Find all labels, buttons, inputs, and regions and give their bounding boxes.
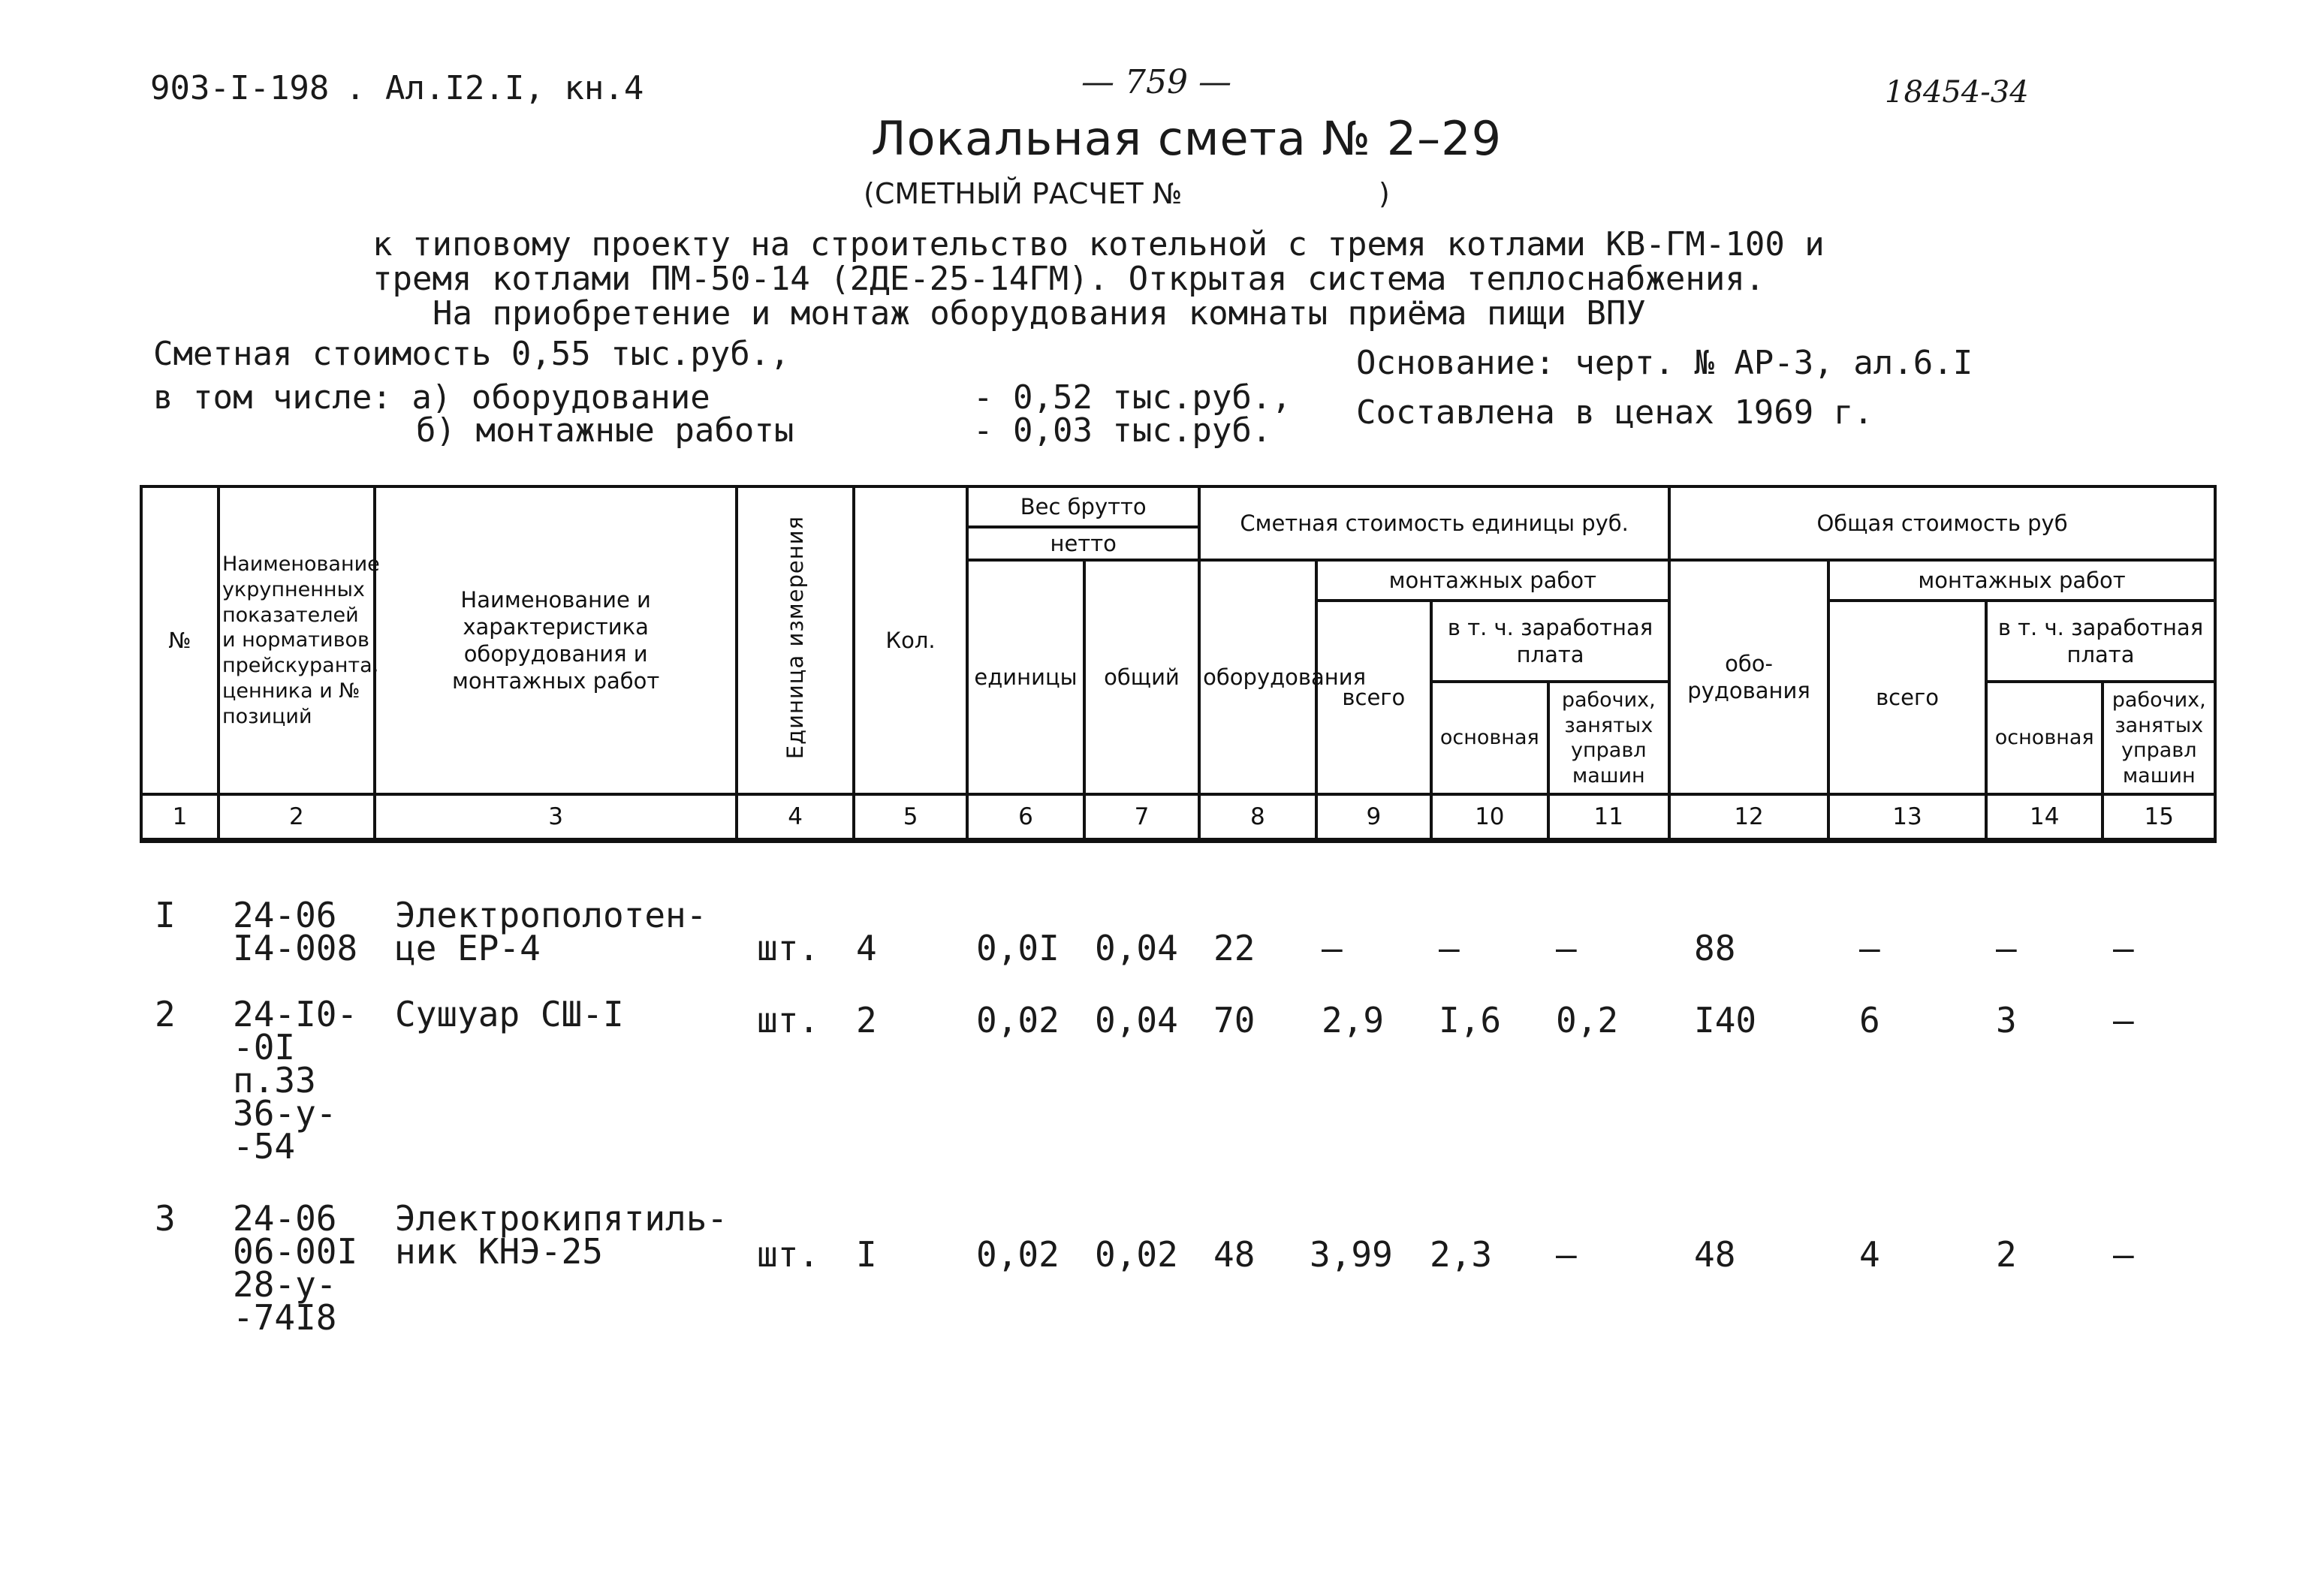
row-2-name-line-1: Сушуар СШ-I [395,994,624,1034]
description-line-2: тремя котлами ПМ-50-14 (2ДЕ-25-14ГМ). Открытая система теплоснабжения. [372,260,1765,298]
col-number: 1 [141,794,219,841]
row-2-code-line-1: 24-I0- [233,994,358,1034]
col-header-total-cost: Общая стоимость руб [1669,486,2215,560]
row-1-total-install-all: – [1859,928,1880,968]
col-header-total-equipment: обо-рудования [1669,560,1828,794]
estimate-subtitle: (СМЕТНЫЙ РАСЧЕТ № [864,177,1183,210]
row-1-unit: шт. [757,928,820,968]
row-2-unit: шт. [757,1000,820,1040]
col-number: 13 [1828,794,1986,841]
row-3-unit: шт. [757,1234,820,1275]
col-header-unit-machine: рабочих, занятых управл машин [1548,682,1670,794]
col-number: 7 [1084,794,1199,841]
row-3-total-machine: – [2113,1234,2134,1275]
row-1-total-machine: – [2113,928,2134,968]
row-2-code-line-5: -54 [233,1126,296,1167]
page-title: Локальная смета № 2–29 [871,111,1503,166]
row-2-unit-install-all: 2,9 [1322,1000,1385,1040]
row-3-weight-total: 0,02 [1095,1234,1178,1275]
col-header-weight-unit: единицы [967,560,1084,794]
row-3-unit-machine: – [1556,1234,1577,1275]
col-header-weight-net: нетто [967,527,1199,560]
col-header-unit-basic: основная [1431,682,1548,794]
row-2-total-basic: 3 [1996,1000,2017,1040]
col-header-total-install-all: всего [1828,601,1986,794]
row-1-code-line-1: 24-06 [233,895,337,935]
album-reference: . Ал.I2.I, кн.4 [345,69,644,107]
col-header-name-text: Наименование и характеристика оборудования и монтажных работ [451,586,660,694]
row-3-total-equipment: 48 [1694,1234,1736,1275]
row-1-no: I [155,895,176,935]
row-3-total-basic: 2 [1996,1234,2017,1275]
col-header-total-install: монтажных работ [1828,560,2215,601]
row-2-unit-machine: 0,2 [1556,1000,1619,1040]
row-2-code-line-2: -0I [233,1027,296,1068]
row-1-unit-basic: – [1439,928,1460,968]
row-3-qty: I [856,1234,877,1275]
row-1-total-equipment: 88 [1694,928,1736,968]
col-header-unit [737,486,853,794]
col-header-qty: Кол. [854,486,967,794]
row-3-unit-basic: 2,3 [1430,1234,1493,1275]
estimate-table-header [140,485,2217,843]
col-header-unit-install-all: всего [1316,601,1431,794]
col-header-weight: Вес брутто [967,486,1199,527]
document-code: 903-I-198 [150,69,330,107]
col-header-name [375,486,737,794]
estimated-cost: Сметная стоимость 0,55 тыс.руб., [153,335,790,373]
row-2-code-line-4: 36-у- [233,1093,337,1134]
estimate-subtitle-close: ) [1379,177,1390,210]
col-header-unit-equipment: оборудования [1199,560,1316,794]
row-1-name-line-1: Электрополотен- [395,895,707,935]
row-2-total-machine: – [2113,1000,2134,1040]
col-number: 12 [1669,794,1828,841]
col-number: 5 [854,794,967,841]
row-3-unit-equipment: 48 [1213,1234,1255,1275]
row-3-weight-unit: 0,02 [976,1234,1060,1275]
page-number: — 759 — [1081,63,1231,101]
row-3-code-line-3: 28-у- [233,1264,337,1305]
col-header-unit-cost: Сметная стоимость единицы руб. [1199,486,1669,560]
col-number: 2 [219,794,375,841]
row-2-no: 2 [155,994,176,1034]
row-1-unit-install-all: – [1322,928,1343,968]
col-number: 10 [1431,794,1548,841]
basis-reference: Основание: черт. № АР-3, ал.6.I [1356,344,1973,382]
row-3-code-line-1: 24-06 [233,1198,337,1239]
including-equipment-label: в том числе: а) оборудование [153,378,710,417]
row-3-code-line-4: -74I8 [233,1297,337,1338]
col-header-total-machine: рабочих, занятых управл машин [2103,682,2215,794]
row-1-total-basic: – [1996,928,2017,968]
description-line-1: к типовому проекту на строительство котельной с тремя котлами КВ-ГМ-100 и [372,225,1825,263]
inventory-number: 18454-34 [1885,75,2029,110]
row-1-unit-machine: – [1556,928,1577,968]
description-line-3: На приобретение и монтаж оборудования комнаты приёма пищи ВПУ [433,294,1646,333]
row-2-code-line-3: п.33 [233,1060,316,1101]
row-1-qty: 4 [856,928,877,968]
including-installation-label: б) монтажные работы [416,411,794,450]
col-number: 4 [737,794,853,841]
col-header-unit-text: Единица измерения [782,515,808,760]
col-number: 15 [2103,794,2215,841]
col-number: 3 [375,794,737,841]
row-1-name-line-2: це ЕР-4 [395,928,541,968]
col-header-total-wage: в т. ч. заработная плата [1986,601,2215,682]
row-1-code-line-2: I4-008 [233,928,358,968]
row-2-weight-total: 0,04 [1095,1000,1178,1040]
including-equipment-value: - 0,52 тыс.руб., [973,378,1292,417]
row-2-total-equipment: I40 [1694,1000,1757,1040]
row-1-unit-equipment: 22 [1213,928,1255,968]
row-3-total-install-all: 4 [1859,1234,1880,1275]
col-header-no: № [141,486,219,794]
col-number: 11 [1548,794,1670,841]
row-3-unit-install-all: 3,99 [1310,1234,1393,1275]
col-number: 9 [1316,794,1431,841]
row-1-weight-total: 0,04 [1095,928,1178,968]
col-header-code: Наименование укрупненных показателей и нормативов прейскуранта, ценника и № позиций [219,486,375,794]
col-number: 6 [967,794,1084,841]
price-level: Составлена в ценах 1969 г. [1356,393,1873,432]
row-2-unit-equipment: 70 [1213,1000,1255,1040]
col-header-total-basic: основная [1986,682,2103,794]
row-3-no: 3 [155,1198,176,1239]
including-installation-value: - 0,03 тыс.руб. [973,411,1272,450]
row-2-weight-unit: 0,02 [976,1000,1060,1040]
col-number: 14 [1986,794,2103,841]
col-header-weight-total: общий [1084,560,1199,794]
col-header-unit-install: монтажных работ [1316,560,1669,601]
row-2-unit-basic: I,6 [1439,1000,1502,1040]
col-header-unit-wage: в т. ч. заработная плата [1431,601,1669,682]
row-3-name-line-1: Электрокипятиль- [395,1198,728,1239]
row-2-qty: 2 [856,1000,877,1040]
col-number: 8 [1199,794,1316,841]
row-1-weight-unit: 0,0I [976,928,1060,968]
row-2-total-install-all: 6 [1859,1000,1880,1040]
row-3-name-line-2: ник КНЭ-25 [395,1231,603,1272]
row-3-code-line-2: 06-00I [233,1231,358,1272]
